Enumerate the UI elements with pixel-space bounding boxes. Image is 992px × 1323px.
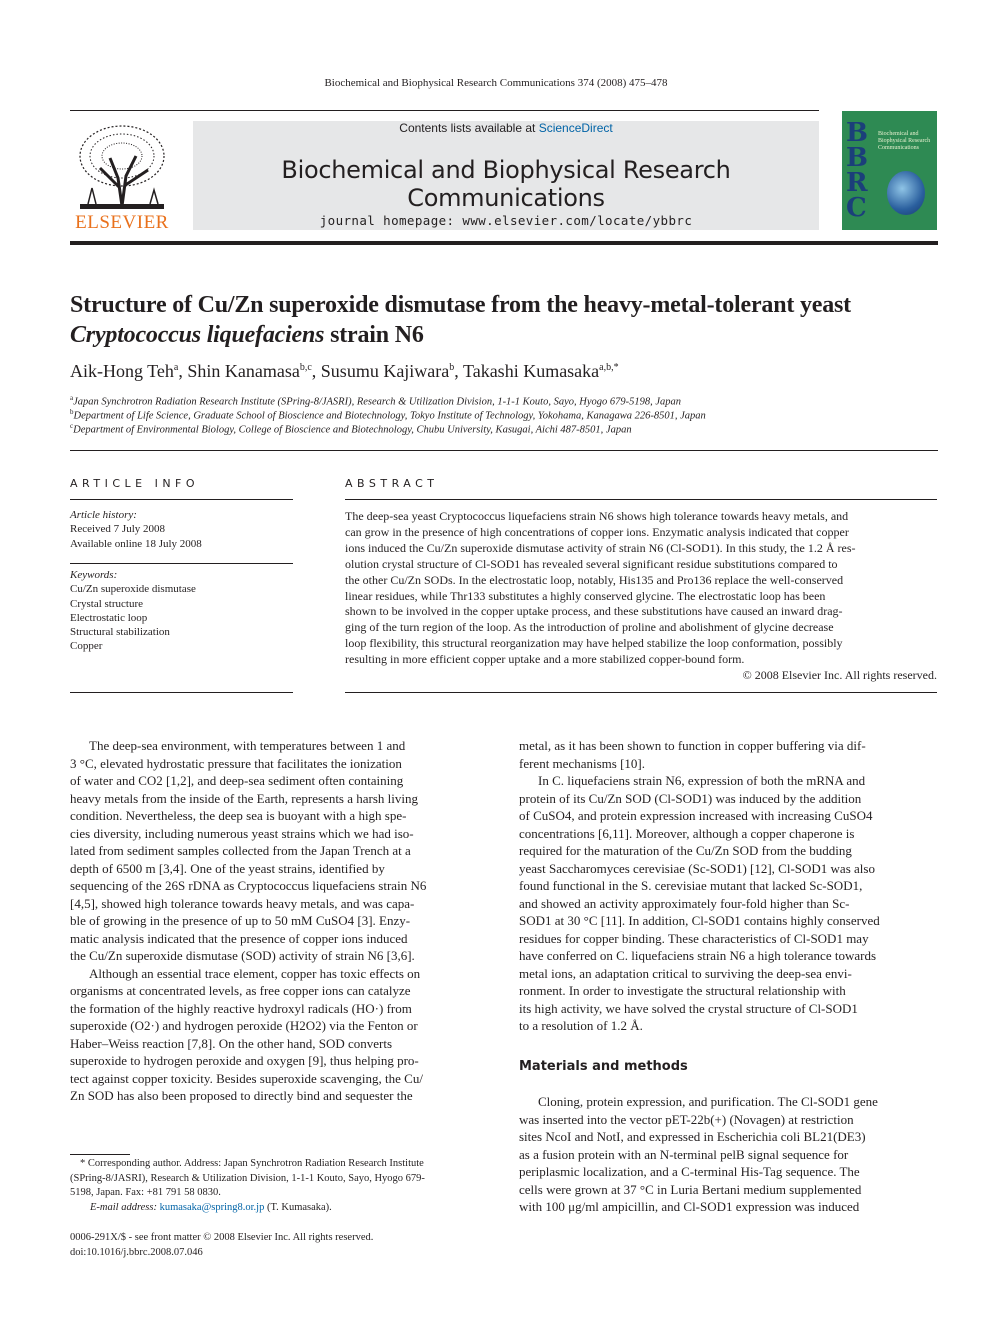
author-name: Susumu Kajiwara — [320, 361, 450, 381]
abstract-text: The deep-sea yeast Cryptococcus liquefaciens strain N6 shows high tolerance towards heavy metals, and can grow in the presence of high concentrations of copper ions. Enzymatic analysis indicated that copper ions induced the Cu/Zn superoxide dismutase activity of strain N6 (Cl-SOD1). In this study, the 1.2 Å res- olution crystal structure of Cl-SOD1 has revealed several significant residue substitutions compared to the other Cu/Zn SODs. In the electrostatic loop, notably, His135 and Pro136 replace the well-conserved linear residues, while Thr133 substitutes a highly conserved glycine. The electrostatic loop has been shown to be involved in the copper uptake process, and these substitutions have caused an inward drag- ging of the turn region of the loop. As the introduction of proline and abolishment of glycine decrease loop flexibility, this structural reorganization may have helped stabilize the loop conformation, possibly resulting in more efficient copper uptake and a more stabilized copper-bound form. — [345, 509, 856, 667]
keyword: Cu/Zn superoxide dismutase — [70, 583, 196, 596]
author-name: Takashi Kumasaka — [462, 361, 600, 381]
affiliation-rule — [70, 450, 938, 451]
body-left-column: The deep-sea environment, with temperatures between 1 and 3 °C, elevated hydrostatic pressure that facilitates the ionization of water and CO2 [1,2], and deep-sea sediment often containing heavy metals from the inside of the Earth, represents a harsh living condition. Nevertheless, the deep sea is buoyant with a high spe- cies diversity, including numerous yeast strains which we had iso- lated from sediment samples collected from the Japan Trench at a depth of 6500 m [3,4]. One of the yeast strains, identified by sequencing of the 26S rDNA as Cryptococcus liquefaciens strain N6 [4,5], showed high tolerance towards heavy metals, and was capa- ble of growing in the presence of up to 50 mM CuSO4 [3]. Enzy- matic analysis indicated that the presence of copper ions induced the Cu/Zn superoxide dismutase (SOD) activity of strain N6 [3,6]. Although an essential trace element, copper has toxic effects on organisms at concentrated levels, as free copper ions can catalyze the formation of the highly reactive hydroxyl radicals (HO·) from superoxide (O2·) and hydrogen peroxide (H2O2) via the Fenton or Haber–Weiss reaction [7,8]. On the other hand, SOD converts superoxide to hydrogen peroxide and oxygen [9], thus helping pro- tect against copper toxicity. Besides superoxide scavenging, the Cu/ Zn SOD has also been proposed to directly bind and sequester the — [70, 738, 427, 1103]
materials-methods-heading: Materials and methods — [519, 1059, 688, 1074]
cover-title: Biochemical and Biophysical Research Communications — [878, 131, 931, 151]
header-thick-rule — [70, 241, 938, 245]
issn-line: 0006-291X/$ - see front matter © 2008 Elsevier Inc. All rights reserved. — [70, 1232, 374, 1243]
article-info-bottom-rule — [70, 692, 293, 693]
elsevier-wordmark: ELSEVIER — [75, 212, 169, 233]
title-line-1: Structure of Cu/Zn superoxide dismutase from the heavy-metal-tolerant yeast — [70, 292, 851, 318]
author-email-link[interactable]: kumasaka@spring8.or.jp — [159, 1201, 265, 1213]
keyword: Electrostatic loop — [70, 611, 148, 624]
sciencedirect-link[interactable]: ScienceDirect — [538, 121, 613, 135]
article-info-rule — [70, 499, 293, 500]
methods-paragraph: Cloning, protein expression, and purification. The Cl-SOD1 gene was inserted into the vector pET-22b(+) (Novagen) at restriction sites NcoI and NotI, and expressed in Escherichia coli BL21(DE3) as a fusion protein with an N-terminal pelB signal sequence for periplasmic localization, and a C-terminal His-Tag sequence. The cells were grown at 37 °C in Luria Bertani medium supplemented with 100 μg/ml ampicillin, and Cl-SOD1 expression was induced — [519, 1094, 878, 1214]
body-right-column: metal, as it has been shown to function in copper buffering via dif- ferent mechanisms [10]. In C. liquefaciens strain N6, expression of both the mRNA and protein of its Cu/Zn SOD (Cl-SOD1) was induced by the addition of CuSO4, and protein expression increased with increasing CuSO4 concentrations [6,11]. Moreover, although a copper chaperone is required for the maturation of the Cu/Zn SOD from the budding yeast Saccharomyces cerevisiae (Sc-SOD1) [12], Cl-SOD1 was also found functional in the S. cerevisiae mutant that lacked Sc-SOD1, and showed an activity approximately four-fold higher than Sc- SOD1 at 30 °C [11]. In addition, Cl-SOD1 contains highly conserved residues for copper binding. These characteristics of Cl-SOD1 may have conferred on C. liquefaciens strain N6 a high tolerance towards metal ions, an adaptation critical to surviving the deep-sea envi- ronment. In order to investigate the structural relationship with its high activity, we have solved the crystal structure of Cl-SOD1 to a resolution of 1.2 Å. — [519, 738, 880, 1033]
journal-homepage[interactable]: journal homepage: www.elsevier.com/locate/ybbrc — [319, 213, 693, 228]
article-title — [70, 290, 940, 350]
keywords-rule — [70, 563, 293, 564]
affiliation: $^b$Department of Life Science, Graduate School of Bioscience and Biotechnology, Tokyo Institute of Technology, Yokohama, Kanagawa 226-8501, Japan — [70, 408, 706, 422]
keyword: Structural stabilization — [70, 626, 170, 639]
abstract-bottom-rule — [345, 692, 937, 693]
author-name: Aik-Hong Teh — [70, 361, 174, 381]
journal-name: Biochemical and Biophysical Research Communications — [281, 156, 731, 212]
journal-cover-thumbnail — [842, 111, 937, 230]
cover-letters: B B R C — [846, 118, 868, 223]
keyword: Copper — [70, 640, 103, 653]
doi-line[interactable]: doi:10.1016/j.bbrc.2008.07.046 — [70, 1246, 203, 1258]
contents-prefix: Contents lists available at — [399, 121, 539, 135]
abstract-rule — [345, 499, 937, 500]
abstract-copyright: © 2008 Elsevier Inc. All rights reserved. — [742, 668, 937, 682]
journal-citation: Biochemical and Biophysical Research Communications 374 (2008) 475–478 — [324, 77, 668, 89]
author-name: Shin Kanamasa — [187, 361, 300, 381]
keyword: Crystal structure — [70, 597, 144, 610]
title-line-2: Cryptococcus liquefaciens strain N6 — [70, 322, 424, 348]
affiliation: $^c$Department of Environmental Biology, College of Bioscience and Biotechnology, Chubu University, Kasugai, Aichi 487-8501, Japan — [70, 422, 632, 436]
abstract-heading: ABSTRACT — [345, 477, 439, 490]
footnote-rule — [70, 1154, 130, 1155]
cover-image — [887, 171, 925, 215]
article-info-heading: ARTICLE INFO — [70, 477, 200, 490]
keywords: Keywords: Cu/Zn superoxide dismutase Crystal structure Electrostatic loop Structural stabilization Copper — [70, 568, 293, 654]
article-history: Article history: Received 7 July 2008 Available online 18 July 2008 — [70, 509, 202, 550]
header-rule — [70, 110, 819, 111]
affiliation: $^a$Japan Synchrotron Radiation Research Institute (SPring-8/JASRI), Research & Utilization Division, 1-1-1 Kouto, Sayo, Hyogo 679-5198, Japan — [70, 394, 682, 408]
author-list: Aik-Hong Teh$^a$, Shin Kanamasa$^{b,c}$, Susumu Kajiwara$^b$, Takashi Kumasaka$^{a,b,*}$ — [70, 361, 619, 381]
contents-availability — [193, 121, 819, 135]
corresponding-author-footnote: * Corresponding author. Address: Japan Synchrotron Radiation Research Institute (SPring-8/JASRI), Research & Utilization Division, 1-1-1 Kouto, Sayo, Hyogo 679- 5198, Japan. Fax: +81 791 58 0830. E-mail address: kumasaka@spring8.or.jp (T. Kumasaka). — [70, 1158, 425, 1213]
front-matter-info — [70, 1231, 490, 1260]
